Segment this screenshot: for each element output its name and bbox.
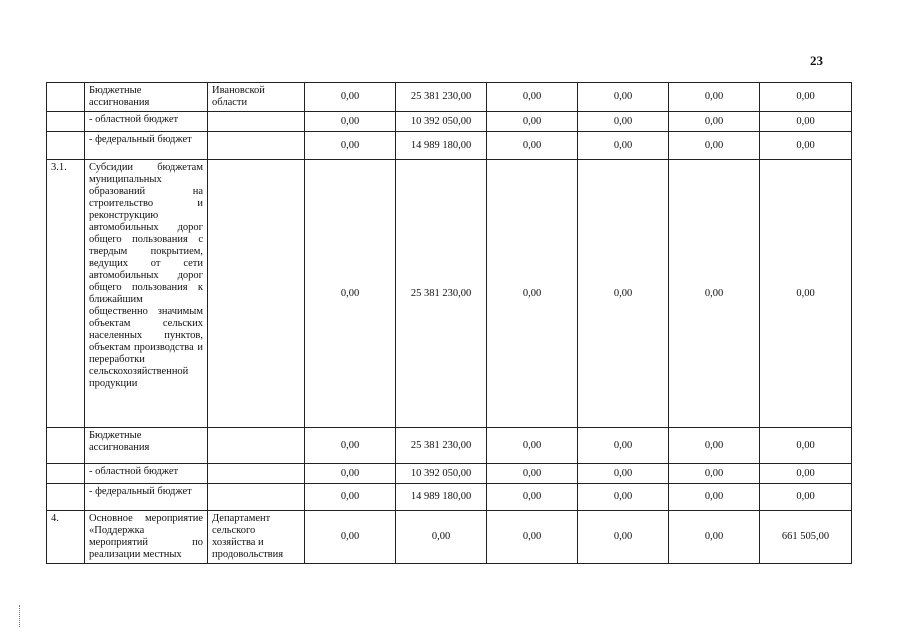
table-row: [47, 112, 852, 132]
row-index: [47, 132, 85, 160]
value-cell: 0,00: [487, 160, 578, 428]
value-cell: 0,00: [669, 160, 760, 428]
value-cell: 0,00: [760, 83, 852, 112]
value-cell: 0,00: [578, 83, 669, 112]
row-description: - федеральный бюджет: [85, 132, 208, 160]
value-cell: 0,00: [578, 428, 669, 464]
value-cell: 0,00: [305, 428, 396, 464]
value-cell: 14 989 180,00: [396, 132, 487, 160]
value-cell: 0,00: [760, 112, 852, 132]
value-cell: 661 505,00: [760, 511, 852, 564]
value-cell: 0,00: [669, 511, 760, 564]
table-row: [47, 83, 852, 112]
value-cell: 25 381 230,00: [396, 160, 487, 428]
table-row: [47, 132, 852, 160]
row-department: [208, 160, 305, 428]
row-department: [208, 484, 305, 511]
value-cell: 0,00: [578, 484, 669, 511]
table-row: [47, 511, 852, 564]
value-cell: 0,00: [578, 464, 669, 484]
value-cell: 0,00: [669, 112, 760, 132]
row-description: - областной бюджет: [85, 464, 208, 484]
row-description: Бюджетные ассигнования: [85, 83, 208, 112]
value-cell: 0,00: [760, 160, 852, 428]
value-cell: 25 381 230,00: [396, 428, 487, 464]
value-cell: 0,00: [578, 511, 669, 564]
value-cell: 0,00: [487, 511, 578, 564]
row-index: 4.: [47, 511, 85, 564]
value-cell: 0,00: [487, 484, 578, 511]
value-cell: 0,00: [487, 464, 578, 484]
value-cell: 0,00: [669, 484, 760, 511]
value-cell: 0,00: [760, 132, 852, 160]
table-row: [47, 428, 852, 464]
row-description: - федеральный бюджет: [85, 484, 208, 511]
row-department: [208, 464, 305, 484]
value-cell: 0,00: [305, 511, 396, 564]
table-row: [47, 484, 852, 511]
row-description: Субсидии бюджетам муниципальных образований на строительство и реконструкцию автомобильных дорог общего пользования с твердым покрытием, ведущих от сети автомобильных дорог общего пользования к ближайшим общественно значимым объектам сельских населенных пунктов, объектам производства и переработки сельскохозяйственной продукции: [85, 160, 208, 428]
value-cell: 25 381 230,00: [396, 83, 487, 112]
value-cell: 0,00: [669, 464, 760, 484]
row-index: [47, 83, 85, 112]
table-row: [47, 160, 852, 428]
row-index: [47, 484, 85, 511]
row-description: - областной бюджет: [85, 112, 208, 132]
value-cell: 0,00: [578, 160, 669, 428]
page-number: 23: [810, 53, 823, 68]
value-cell: 0,00: [669, 428, 760, 464]
value-cell: 0,00: [305, 83, 396, 112]
row-department: [208, 132, 305, 160]
value-cell: 0,00: [305, 464, 396, 484]
value-cell: 10 392 050,00: [396, 464, 487, 484]
value-cell: 0,00: [305, 132, 396, 160]
row-index: [47, 464, 85, 484]
value-cell: 0,00: [396, 511, 487, 564]
value-cell: 0,00: [305, 112, 396, 132]
value-cell: 0,00: [487, 83, 578, 112]
value-cell: 0,00: [305, 484, 396, 511]
value-cell: 0,00: [487, 132, 578, 160]
row-index: [47, 112, 85, 132]
row-department: Ивановской области: [208, 83, 305, 112]
value-cell: 0,00: [669, 132, 760, 160]
scan-artifact: [19, 605, 21, 627]
value-cell: 0,00: [760, 464, 852, 484]
value-cell: 0,00: [760, 428, 852, 464]
row-department: [208, 428, 305, 464]
row-department: Департамент сельского хозяйства и продовольствия: [208, 511, 305, 564]
row-description: Основное мероприятие «Поддержка мероприятий по реализации местных: [85, 511, 208, 564]
value-cell: 0,00: [669, 83, 760, 112]
value-cell: 10 392 050,00: [396, 112, 487, 132]
value-cell: 14 989 180,00: [396, 484, 487, 511]
value-cell: 0,00: [578, 112, 669, 132]
table-row: [47, 464, 852, 484]
value-cell: 0,00: [487, 428, 578, 464]
value-cell: 0,00: [487, 112, 578, 132]
row-description: Бюджетные ассигнования: [85, 428, 208, 464]
value-cell: 0,00: [578, 132, 669, 160]
value-cell: 0,00: [305, 160, 396, 428]
value-cell: 0,00: [760, 484, 852, 511]
row-index: 3.1.: [47, 160, 85, 428]
row-department: [208, 112, 305, 132]
budget-table: [46, 82, 852, 564]
row-index: [47, 428, 85, 464]
